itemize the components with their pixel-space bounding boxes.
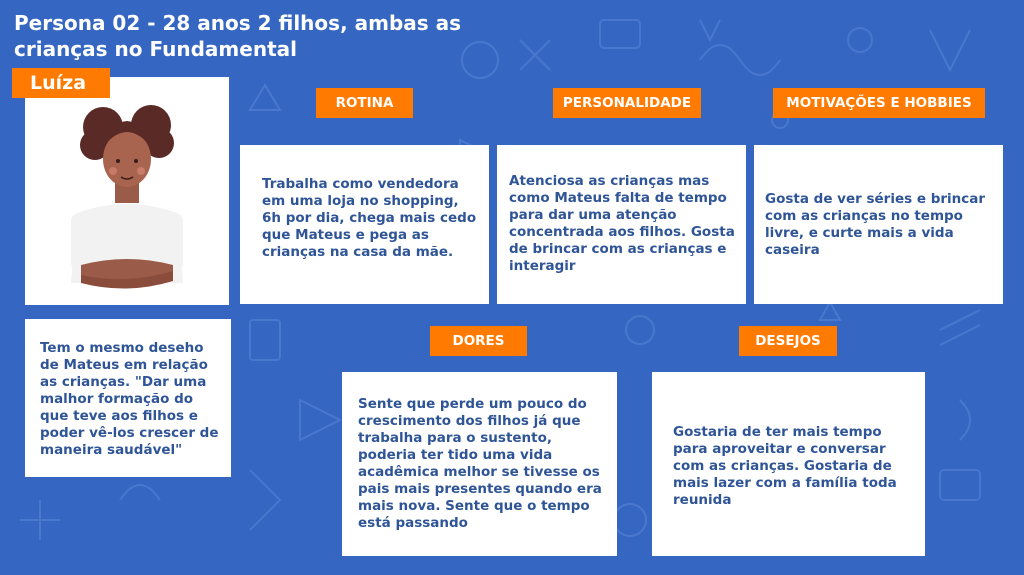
persona-avatar-illustration <box>25 77 229 305</box>
persona-portrait-card <box>25 77 229 305</box>
summary-text: Tem o mesmo deseho de Mateus em relação as crianças. "Dar uma malhor formação do que teve aos filhos e poder vê-los crescer de maneira saudável" <box>40 340 219 458</box>
tag-desejos: DESEJOS <box>739 326 837 356</box>
tag-rotina: ROTINA <box>316 88 413 118</box>
desejos-text: Gostaria de ter mais tempo para aproveitar e conversar com as crianças. Gostaria de mais lazer com a família toda reunida <box>673 424 897 508</box>
motivacoes-text: Gosta de ver séries e brincar com as crianças no tempo livre, e curte mais a vida caseira <box>765 191 986 258</box>
persona-name-tag: Luíza <box>12 68 110 98</box>
dores-text: Sente que perde um pouco do crescimento dos filhos já que trabalha para o sustento, poderia ter tido uma vida acadêmica melhor se tivesse os pais mais presentes quando era mais nova. Sente que o tempo está passando <box>358 396 602 531</box>
rotina-text: Trabalha como vendedora em uma loja no shopping, 6h por dia, chega mais cedo que Mateus e pega as crianças na casa da mãe. <box>262 176 477 260</box>
tag-personalidade: PERSONALIDADE <box>553 88 701 118</box>
tag-dores: DORES <box>430 326 527 356</box>
tag-motivacoes: MOTIVAÇÕES E HOBBIES <box>773 88 985 118</box>
personalidade-text: Atenciosa as crianças mas como Mateus falta de tempo para dar uma atenção concentrada aos filhos. Gosta de brincar com as crianças e interagir <box>509 173 735 274</box>
page-title: Persona 02 - 28 anos 2 filhos, ambas as crianças no Fundamental <box>14 11 462 61</box>
